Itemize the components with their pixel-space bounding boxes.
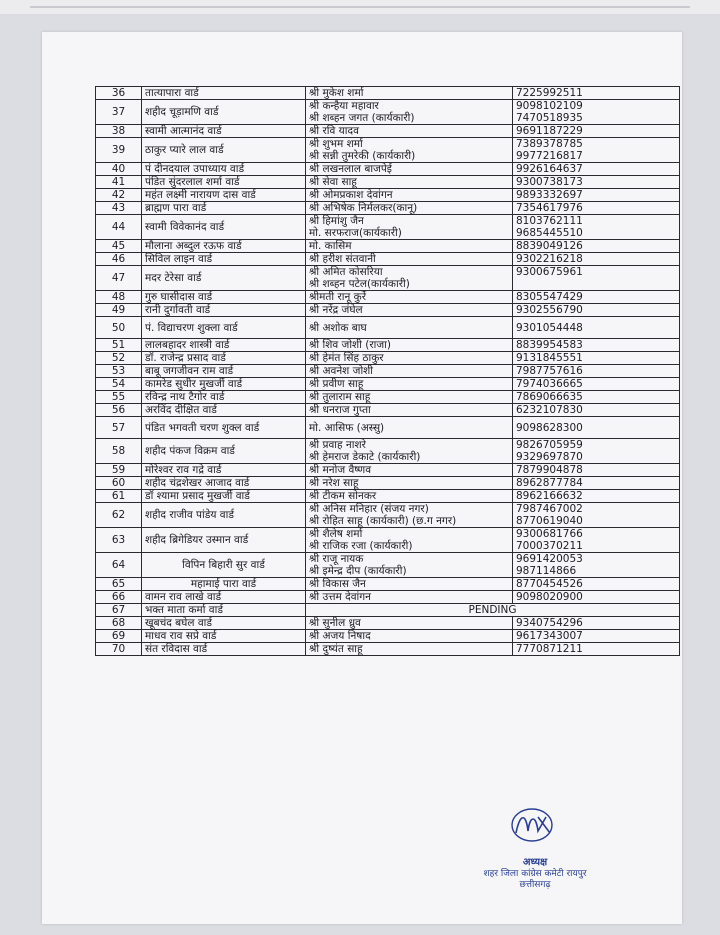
member-name: श्री ओमप्रकाश देवांगन [309,189,393,201]
member-name: श्री उत्तम देवांगन [309,591,371,603]
member-phone: 7225992511 [516,87,583,99]
table-row [96,240,680,253]
member-names [306,365,513,378]
member-names [306,163,513,176]
member-phones [513,189,680,202]
ward-number: 69 [96,630,142,643]
ward-number: 67 [96,604,142,617]
ward-name: माधव राव सप्रे वार्ड [142,630,306,643]
member-name: श्री शब्हन जगत (कार्यकारी) [309,112,415,124]
member-phone: 8962877784 [516,477,583,489]
member-phones [513,304,680,317]
member-phone: 8770454526 [516,578,583,590]
table-row [96,378,680,391]
member-phone: 9340754296 [516,617,583,629]
member-phones [513,490,680,503]
member-name: श्री अमित कोसरिया [309,266,383,278]
member-phones [513,528,680,553]
member-names [306,591,513,604]
member-names [306,339,513,352]
ward-number: 54 [96,378,142,391]
table-row [96,100,680,125]
member-phones [513,240,680,253]
ward-number: 51 [96,339,142,352]
table-row [96,352,680,365]
table-row [96,253,680,266]
member-name: श्री हेमराज डेकाटे (कार्यकारी) [309,451,421,463]
member-names [306,417,513,439]
stamp-organization: शहर जिला कांग्रेस कमेटी रायपुर [483,869,587,879]
member-name: श्री शब्हन पटेल(कार्यकारी) [309,278,410,290]
ward-number: 68 [96,617,142,630]
table-row [96,304,680,317]
member-names [306,100,513,125]
table-row [96,404,680,417]
table-row [96,591,680,604]
table-row [96,202,680,215]
ward-number: 70 [96,643,142,656]
member-phones [513,464,680,477]
member-names [306,464,513,477]
member-names [306,240,513,253]
ward-name: मोरेश्वर राव गद्रे वार्ड [142,464,306,477]
ward-name: स्वामी विवेकानंद वार्ड [142,215,306,240]
member-phone: 9098628300 [516,421,583,434]
member-phones [513,163,680,176]
member-phone: 987114866 [516,565,577,577]
ward-name: शहीद राजीव पांडेय वार्ड [142,503,306,528]
ward-name: महंत लक्ष्मी नारायण दास वार्ड [142,189,306,202]
member-name: श्री नरेंद्र जंघेल [309,304,363,316]
member-name: श्री अशोक बाघ [309,321,367,334]
member-name: श्री लखनलाल बाजपेई [309,163,392,175]
member-phones [513,266,680,291]
ward-name: खूबचंद बघेल वार्ड [142,617,306,630]
member-names [306,617,513,630]
member-phone: 8305547429 [516,291,583,303]
ward-number: 58 [96,439,142,464]
ward-number: 38 [96,125,142,138]
ward-number: 46 [96,253,142,266]
member-phones [513,100,680,125]
ward-name: अरविंद दीक्षित वार्ड [142,404,306,417]
member-names [306,176,513,189]
table-row [96,528,680,553]
member-phones [513,87,680,100]
ward-name: संत रविदास वार्ड [142,643,306,656]
table-row [96,604,680,617]
member-phones [513,125,680,138]
member-phones [513,352,680,365]
ward-name: मौलाना अब्दुल रऊफ वार्ड [142,240,306,253]
member-name: श्री हिमांशु जैन [309,215,364,227]
member-phones [513,138,680,163]
ward-name: पंडित सुंदरलाल शर्मा वार्ड [142,176,306,189]
table-row [96,163,680,176]
member-name: श्री सन्नी तुमरेकी (कार्यकारी) [309,150,416,162]
table-row [96,339,680,352]
ward-name: डॉ श्यामा प्रसाद मुखर्जी वार्ड [142,490,306,503]
member-phone: 9300675961 [516,266,583,278]
member-phones [513,339,680,352]
ward-number: 55 [96,391,142,404]
table-row [96,87,680,100]
member-names [306,477,513,490]
table-row [96,477,680,490]
ward-number: 65 [96,578,142,591]
ward-number: 52 [96,352,142,365]
table-row [96,464,680,477]
member-phones [513,617,680,630]
top-divider [30,6,690,8]
ward-name: वामन राव लाखे वार्ड [142,591,306,604]
stamp-designation: अध्यक्ष [522,857,548,868]
member-phone: 9098102109 [516,100,583,112]
member-names [306,643,513,656]
member-name: श्री सेवा साहू [309,176,357,188]
ward-name: रविन्द्र नाथ टैगोर वार्ड [142,391,306,404]
member-name: श्री शुभम शर्मा [309,138,363,150]
member-names [306,378,513,391]
member-name: मो. सरफराज(कार्यकारी) [309,227,402,239]
member-phone: 7987467002 [516,503,583,515]
ward-name: मदर टेरेसा वार्ड [142,266,306,291]
member-names [306,215,513,240]
ward-name: भक्त माता कर्मा वार्ड [142,604,306,617]
member-names [306,391,513,404]
member-names [306,630,513,643]
member-phone: 7000370211 [516,540,583,552]
member-phones [513,317,680,339]
member-phone: 7470518935 [516,112,583,124]
table-row [96,176,680,189]
member-name: श्री सुनील ध्रुव [309,617,361,629]
ward-name: महामाई पारा वार्ड [142,578,306,591]
member-name: श्री रवि यादव [309,125,359,137]
ward-number: 47 [96,266,142,291]
pending-status: PENDING [306,604,680,617]
member-name: श्री दुष्यंत साहू [309,643,363,655]
member-phones [513,439,680,464]
member-name: श्री प्रवाह नाशरे [309,439,366,451]
member-phone: 7389378785 [516,138,583,150]
member-phones [513,291,680,304]
table-row [96,391,680,404]
member-name: श्री विकास जैन [309,578,366,590]
member-name: मो. आसिफ (अस्सु) [309,421,385,434]
ward-number: 61 [96,490,142,503]
member-names [306,291,513,304]
member-phone: 9098020900 [516,591,583,603]
table-row [96,317,680,339]
member-phone: 9302556790 [516,304,583,316]
ward-number: 49 [96,304,142,317]
member-name: श्री तुलाराम साहू [309,391,371,403]
ward-name: तात्यापारा वार्ड [142,87,306,100]
member-phone: 8839049126 [516,240,583,252]
ward-name: शहीद चंद्रशेखर आजाद वार्ड [142,477,306,490]
member-name: श्री राजू नायक [309,553,364,565]
member-names [306,138,513,163]
member-names [306,266,513,291]
ward-number: 48 [96,291,142,304]
ward-name: शहीद चूड़ामणि वार्ड [142,100,306,125]
member-phone: 9826705959 [516,439,583,451]
member-phone: 9617343007 [516,630,583,642]
member-name: श्री टीकम सोनकर [309,490,377,502]
signature-stamp [440,805,630,895]
ward-number: 36 [96,87,142,100]
ward-name: शहीद पंकज विक्रम वार्ड [142,439,306,464]
member-name: श्री शैलेष शर्मा [309,528,363,540]
member-phones [513,591,680,604]
ward-number: 40 [96,163,142,176]
member-phones [513,253,680,266]
member-phone: 7879904878 [516,464,583,476]
member-phone: 9131845551 [516,352,583,364]
member-name: श्री अजय निषाद [309,630,371,642]
member-names [306,578,513,591]
member-names [306,553,513,578]
ward-name: पं दीनदयाल उपाध्याय वार्ड [142,163,306,176]
ward-number: 59 [96,464,142,477]
member-name: श्री धनराज गुप्ता [309,404,371,416]
table-row [96,365,680,378]
ward-name: पं. विद्याचरण शुक्ला वार्ड [142,317,306,339]
member-names [306,202,513,215]
ward-number: 66 [96,591,142,604]
member-phone: 9685445510 [516,227,583,239]
member-phones [513,643,680,656]
member-name: श्री नरेश साहू [309,477,359,489]
table-row [96,630,680,643]
ward-number: 63 [96,528,142,553]
member-names [306,503,513,528]
ward-number: 43 [96,202,142,215]
table-row [96,578,680,591]
member-phone: 9300738173 [516,176,583,188]
ward-name: सिविल लाइन वार्ड [142,253,306,266]
member-phone: 7770871211 [516,643,583,655]
member-phones [513,176,680,189]
ward-name: डॉ. राजेन्द्र प्रसाद वार्ड [142,352,306,365]
member-names [306,404,513,417]
member-phone: 9926164637 [516,163,583,175]
member-name: श्रीमती रानू कुर्रे [309,291,367,303]
member-phone: 6232107830 [516,404,583,416]
ward-number: 44 [96,215,142,240]
ward-number: 45 [96,240,142,253]
ward-name: विपिन बिहारी सुर वार्ड [142,553,306,578]
ward-number: 39 [96,138,142,163]
ward-list-table [95,86,680,656]
member-phone: 9300681766 [516,528,583,540]
member-phone: 9691420053 [516,553,583,565]
member-phones [513,630,680,643]
member-name: श्री अभिषेक निर्मलकर(कानू) [309,202,418,214]
member-phones [513,553,680,578]
ward-name: स्वामी आत्मानंद वार्ड [142,125,306,138]
member-phone: 9329697870 [516,451,583,463]
member-name: श्री हरीश संतवानी [309,253,376,265]
member-phone: 9691187229 [516,125,583,137]
member-phone: 9977216817 [516,150,583,162]
ward-name: शहीद ब्रिगेडियर उस्मान वार्ड [142,528,306,553]
ward-number: 62 [96,503,142,528]
table-row [96,503,680,528]
ward-list-body [96,87,680,656]
member-phones [513,378,680,391]
table-row [96,617,680,630]
member-name: श्री रोहित साहू (कार्यकारी) (छ.ग नगर) [309,515,457,527]
table-row [96,490,680,503]
member-phones [513,365,680,378]
member-phone: 8103762111 [516,215,583,227]
member-names [306,317,513,339]
signature-mark [508,805,560,847]
ward-name: लालबहादर शास्त्री वार्ड [142,339,306,352]
member-names [306,125,513,138]
ward-name: रानी दुर्गावती वार्ड [142,304,306,317]
member-names [306,253,513,266]
member-phone: 7354617976 [516,202,583,214]
member-phone: 9893332697 [516,189,583,201]
member-phones [513,503,680,528]
member-phones [513,417,680,439]
ward-number: 50 [96,317,142,339]
member-phones [513,404,680,417]
member-names [306,87,513,100]
member-phone: 7974036665 [516,378,583,390]
member-phones [513,202,680,215]
ward-number: 37 [96,100,142,125]
member-name: श्री मुकेश शर्मा [309,87,364,99]
ward-number: 56 [96,404,142,417]
member-name: श्री अनिस मनिहार (संजय नगर) [309,503,429,515]
ward-name: पंडित भगवती चरण शुक्ल वार्ड [142,417,306,439]
table-row [96,189,680,202]
member-names [306,352,513,365]
member-phone [516,278,676,290]
ward-number: 41 [96,176,142,189]
member-phone: 7869066635 [516,391,583,403]
member-phone: 7987757616 [516,365,583,377]
ward-number: 64 [96,553,142,578]
member-phones [513,391,680,404]
ward-name: गुरु घासीदास वार्ड [142,291,306,304]
member-phone: 8770619040 [516,515,583,527]
ward-number: 57 [96,417,142,439]
member-name: श्री राजिक रजा (कार्यकारी) [309,540,413,552]
ward-name: कामरेड सुधीर मुखर्जी वार्ड [142,378,306,391]
member-names [306,189,513,202]
member-phone: 8839954583 [516,339,583,351]
table-row [96,643,680,656]
ward-number: 60 [96,477,142,490]
table-row [96,125,680,138]
table-row [96,439,680,464]
member-names [306,439,513,464]
member-phones [513,215,680,240]
member-names [306,304,513,317]
member-name: श्री इमेन्द्र दीप (कार्यकारी) [309,565,407,577]
member-name: श्री हेमंत सिंह ठाकुर [309,352,384,364]
member-phones [513,477,680,490]
member-name: श्री शिव जोशी (राजा) [309,339,391,351]
member-name: मो. कासिम [309,240,352,252]
member-name: श्री कन्हैया महावार [309,100,379,112]
member-name: श्री मनोज वैष्णव [309,464,372,476]
ward-name: ब्राह्मण पारा वार्ड [142,202,306,215]
member-phone: 8962166632 [516,490,583,502]
stamp-state: छत्तीसगढ़ [519,880,551,890]
ward-number: 53 [96,365,142,378]
member-names [306,490,513,503]
member-phone: 9301054448 [516,321,583,334]
table-row [96,291,680,304]
table-row [96,215,680,240]
member-phones [513,578,680,591]
table-row [96,266,680,291]
table-row [96,138,680,163]
table-row [96,553,680,578]
member-name: श्री अवनेश जोशी [309,365,374,377]
member-name: श्री प्रवीण साहू [309,378,364,390]
member-phone: 9302216218 [516,253,583,265]
member-names [306,528,513,553]
ward-name: बाबू जगजीवन राम वार्ड [142,365,306,378]
ward-name: ठाकुर प्यारे लाल वार्ड [142,138,306,163]
ward-number: 42 [96,189,142,202]
table-row [96,417,680,439]
